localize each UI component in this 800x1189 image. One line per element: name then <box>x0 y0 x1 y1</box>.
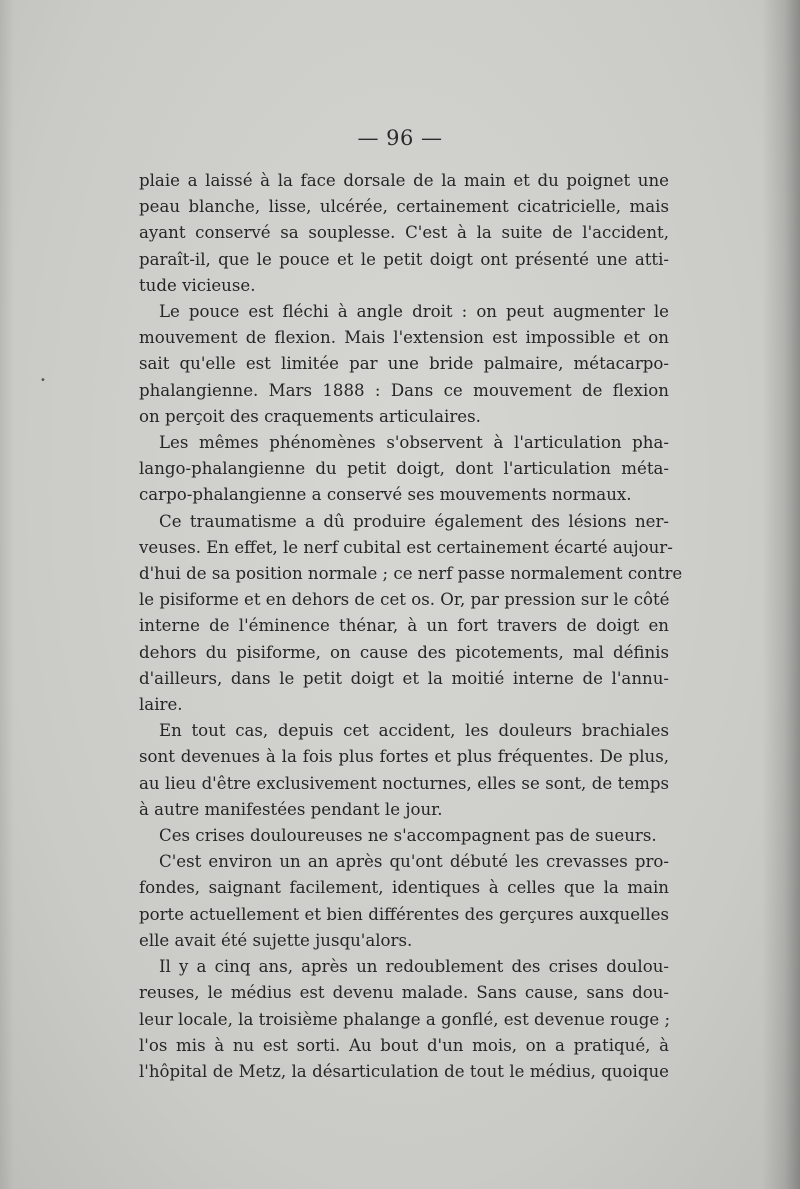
text-line: Il y a cinq ans, après un redoublement des crises doulou- <box>159 957 669 977</box>
body-text <box>139 168 683 1085</box>
text-line: C'est environ un an après qu'ont débuté les crevasses pro- <box>159 852 669 872</box>
text-line: En tout cas, depuis cet accident, les douleurs brachiales <box>159 721 669 741</box>
text-line: Le pouce est fléchi à angle droit : on peut augmenter le <box>159 302 669 322</box>
right-edge-shadow <box>762 0 800 1189</box>
text-line: laire. <box>139 695 183 715</box>
text-line: carpo-phalangienne a conservé ses mouvements normaux. <box>139 485 632 505</box>
text-line: le pisiforme et en dehors de cet os. Or, par pression sur le côté <box>139 590 670 610</box>
text-line: veuses. En effet, le nerf cubital est certainement écarté aujour- <box>139 537 673 557</box>
text-line: d'hui de sa position normale ; ce nerf passe normalement contre <box>139 564 683 584</box>
text-line: Les mêmes phénomènes s'observent à l'articulation pha- <box>159 433 669 453</box>
text-line: l'os mis à nu est sorti. Au bout d'un mois, on a pratiqué, à <box>139 1035 669 1055</box>
text-line: sait qu'elle est limitée par une bride palmaire, métacarpo- <box>139 354 669 374</box>
text-line: paraît-il, que le pouce et le petit doigt ont présenté une atti- <box>139 249 669 269</box>
text-line: sont devenues à la fois plus fortes et plus fréquentes. De plus, <box>139 747 669 767</box>
text-line: reuses, le médius est devenu malade. Sans cause, sans dou- <box>139 983 669 1003</box>
text-line: on perçoit des craquements articulaires. <box>139 406 481 426</box>
text-line: Ces crises douloureuses ne s'accompagnent pas de sueurs. <box>159 826 657 846</box>
text-line: ayant conservé sa souplesse. C'est à la suite de l'accident, <box>139 223 669 243</box>
text-line: à autre manifestées pendant le jour. <box>139 799 443 819</box>
text-line: lango-phalangienne du petit doigt, dont l'articulation méta- <box>139 459 669 479</box>
text-line: leur locale, la troisième phalange a gonflé, est devenue rouge ; <box>139 1009 671 1029</box>
text-line: plaie a laissé à la face dorsale de la main et du poignet une <box>139 171 669 190</box>
margin-mark: • <box>40 375 46 386</box>
page-number: — 96 — <box>357 126 443 150</box>
text-line: phalangienne. Mars 1888 : Dans ce mouvement de flexion <box>139 380 669 400</box>
text-line: l'hôpital de Metz, la désarticulation de tout le médius, quoique <box>139 1061 669 1081</box>
text-line: elle avait été sujette jusqu'alors. <box>139 930 413 950</box>
text-line: fondes, saignant facilement, identiques à celles que la main <box>139 878 669 898</box>
text-line: dehors du pisiforme, on cause des picotements, mal définis <box>139 642 669 662</box>
text-line: porte actuellement et bien différentes des gerçures auxquelles <box>139 904 669 924</box>
text-line: au lieu d'être exclusivement nocturnes, elles se sont, de temps <box>139 773 669 793</box>
text-line: tude vicieuse. <box>139 275 256 295</box>
left-edge-shadow <box>0 0 14 1189</box>
text-line: peau blanche, lisse, ulcérée, certainement cicatricielle, mais <box>139 197 669 217</box>
text-line: Ce traumatisme a dû produire également des lésions ner- <box>159 511 669 531</box>
text-line: d'ailleurs, dans le petit doigt et la moitié interne de l'annu- <box>139 668 669 688</box>
text-line: mouvement de flexion. Mais l'extension est impossible et on <box>139 328 669 348</box>
text-line: interne de l'éminence thénar, à un fort travers de doigt en <box>139 616 669 636</box>
